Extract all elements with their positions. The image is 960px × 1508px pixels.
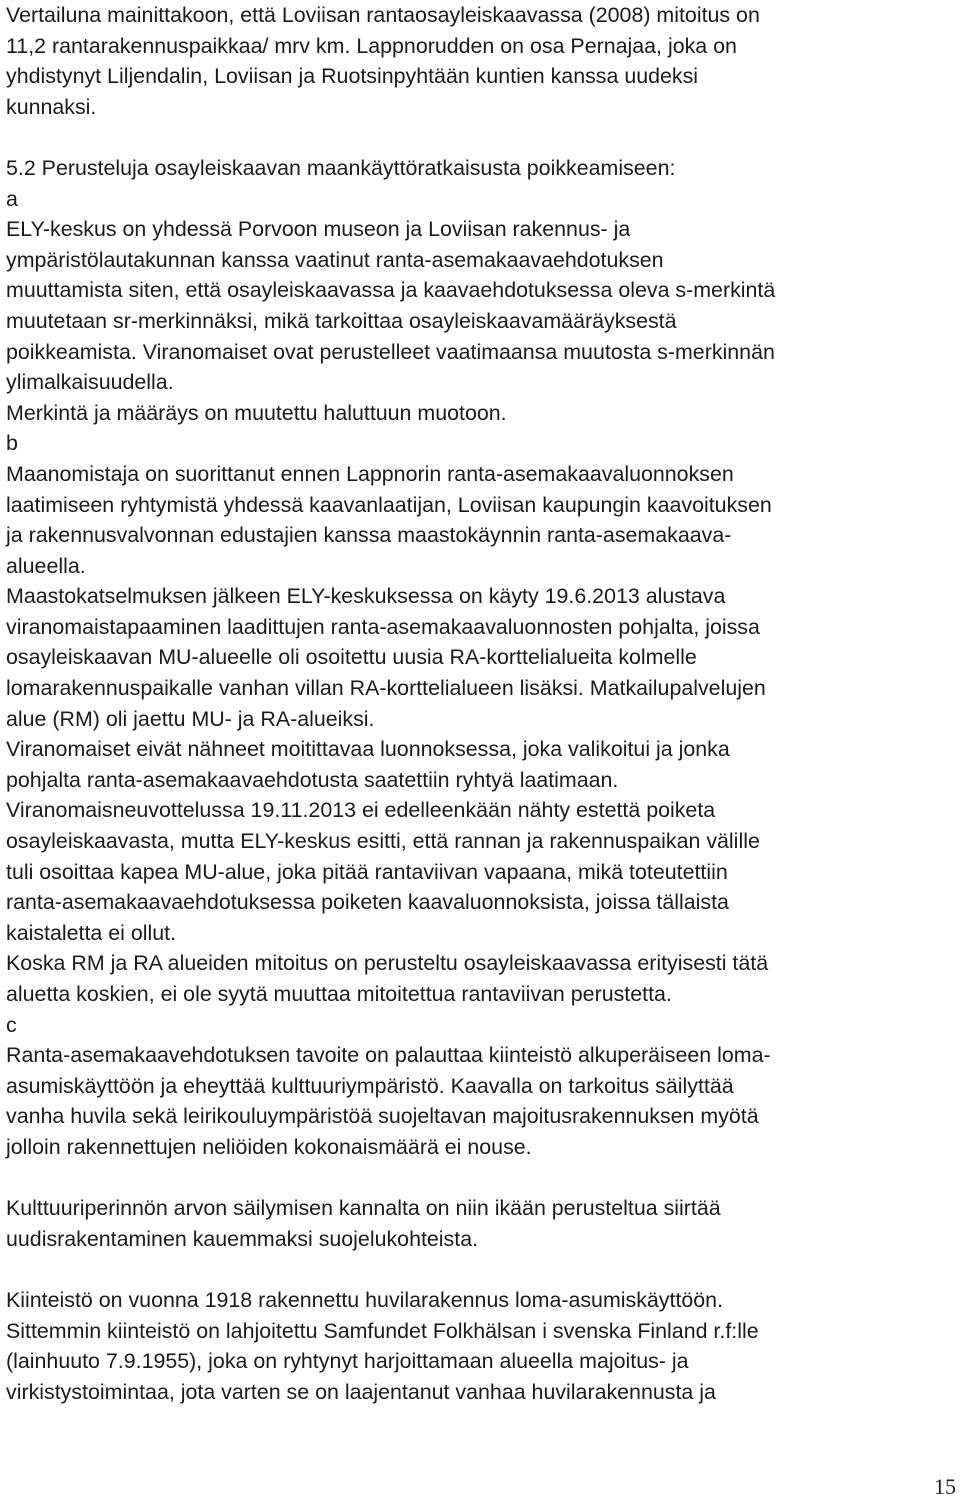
- text-line: muuttamista siten, että osayleiskaavassa ja kaavaehdotuksessa oleva s-merkintä: [6, 278, 776, 303]
- text-line: vanha huvila sekä leirikouluympäristöä suojeltavan majoitusrakennuksen myötä: [6, 1104, 759, 1129]
- page-number: 15: [934, 1474, 956, 1499]
- text-line: Vertailuna mainittakoon, että Loviisan rantaosayleiskaavassa (2008) mitoitus on: [6, 3, 760, 27]
- text-line: asumiskäyttöön ja eheyttää kulttuuriympäristö. Kaavalla on tarkoitus säilyttää: [6, 1073, 734, 1098]
- text-line: uudisrakentaminen kauemmaksi suojelukohteista.: [6, 1226, 479, 1251]
- text-line: poikkeamista. Viranomaiset ovat perustelleet vaatimaansa muutosta s-merkinnän: [6, 339, 775, 364]
- text-line: Viranomaisneuvottelussa 19.11.2013 ei edelleenkään nähty estettä poiketa: [6, 798, 716, 823]
- text-line: tuli osoittaa kapea MU-alue, joka pitää rantaviivan vapaana, mikä toteutettiin: [6, 859, 728, 884]
- text-line: Kulttuuriperinnön arvon säilymisen kannalta on niin ikään perusteltua siirtää: [6, 1196, 721, 1221]
- text-line: Merkintä ja määräys on muutettu haluttuun muotoon.: [6, 400, 507, 425]
- document-body: [6, 0, 956, 1407]
- text-line: alueella.: [6, 553, 86, 578]
- text-line: kunnaksi.: [6, 94, 97, 119]
- text-line: alue (RM) oli jaettu MU- ja RA-alueiksi.: [6, 706, 375, 731]
- text-line: kaistaletta ei ollut.: [6, 920, 177, 945]
- blank-line: [6, 122, 956, 153]
- text-line: Viranomaiset eivät nähneet moitittavaa luonnoksessa, joka valikoitui ja jonka: [6, 737, 730, 762]
- text-line: 5.2 Perusteluja osayleiskaavan maankäyttöratkaisusta poikkeamiseen:: [6, 155, 676, 180]
- text-line: Maanomistaja on suorittanut ennen Lappnorin ranta-asemakaavaluonnoksen: [6, 461, 734, 486]
- text-line: jolloin rakennettujen neliöiden kokonaismäärä ei nouse.: [6, 1134, 532, 1159]
- blank-line: [6, 1163, 956, 1194]
- text-line: Sittemmin kiinteistö on lahjoitettu Samfundet Folkhälsan i svenska Finland r.f:lle: [6, 1318, 759, 1343]
- text-line: osayleiskaavasta, mutta ELY-keskus esitti, että rannan ja rakennuspaikan välille: [6, 829, 760, 854]
- blank-line: [6, 1254, 956, 1285]
- text-line: yhdistynyt Liljendalin, Loviisan ja Ruotsinpyhtään kuntien kanssa uudeksi: [6, 64, 699, 89]
- text-line: muutetaan sr-merkinnäksi, mikä tarkoittaa osayleiskaavamääräyksestä: [6, 308, 677, 333]
- text-line: ympäristölautakunnan kanssa vaatinut ranta-asemakaavaehdotuksen: [6, 247, 664, 272]
- text-line: Kiinteistö on vuonna 1918 rakennettu huvilarakennus loma-asumiskäyttöön.: [6, 1287, 724, 1312]
- text-line: ja rakennusvalvonnan edustajien kanssa maastokäynnin ranta-asemakaava-: [6, 523, 732, 548]
- text-line: Koska RM ja RA alueiden mitoitus on perusteltu osayleiskaavassa erityisesti tätä: [6, 951, 769, 976]
- text-line: virkistystoimintaa, jota varten se on laajentanut vanhaa huvilarakennusta ja: [6, 1379, 716, 1404]
- text-line: ylimalkaisuudella.: [6, 370, 174, 395]
- text-line: Ranta-asemakaavehdotuksen tavoite on palauttaa kiinteistö alkuperäiseen loma-: [6, 1043, 771, 1068]
- text-line: laatimiseen ryhtymistä yhdessä kaavanlaatijan, Loviisan kaupungin kaavoituksen: [6, 492, 772, 517]
- text-line: c: [6, 1012, 17, 1037]
- text-line: ELY-keskus on yhdessä Porvoon museon ja Loviisan rakennus- ja: [6, 217, 631, 242]
- text-line: (lainhuuto 7.9.1955), joka on ryhtynyt harjoittamaan alueella majoitus- ja: [6, 1349, 689, 1374]
- text-line: aluetta koskien, ei ole syytä muuttaa mitoitettua rantaviivan perustetta.: [6, 982, 672, 1006]
- text-line: osayleiskaavan MU-alueelle oli osoitettu uusia RA-korttelialueita kolmelle: [6, 645, 697, 670]
- text-line: 11,2 rantarakennuspaikkaa/ mrv km. Lappnorudden on osa Pernajaa, joka on: [6, 33, 737, 58]
- text-line: a: [6, 186, 18, 211]
- text-line: b: [6, 431, 18, 456]
- text-line: ranta-asemakaavaehdotuksessa poiketen kaavaluonnoksista, joissa tällaista: [6, 890, 729, 915]
- text-line: pohjalta ranta-asemakaavaehdotusta saatettiin ryhtyä laatimaan.: [6, 767, 619, 792]
- text-line: viranomaistapaaminen laadittujen ranta-asemakaavaluonnosten pohjalta, joissa: [6, 614, 760, 639]
- text-line: lomarakennuspaikalle vanhan villan RA-korttelialueen lisäksi. Matkailupalvelujen: [6, 676, 766, 701]
- text-line: Maastokatselmuksen jälkeen ELY-keskuksessa on käyty 19.6.2013 alustava: [6, 584, 726, 609]
